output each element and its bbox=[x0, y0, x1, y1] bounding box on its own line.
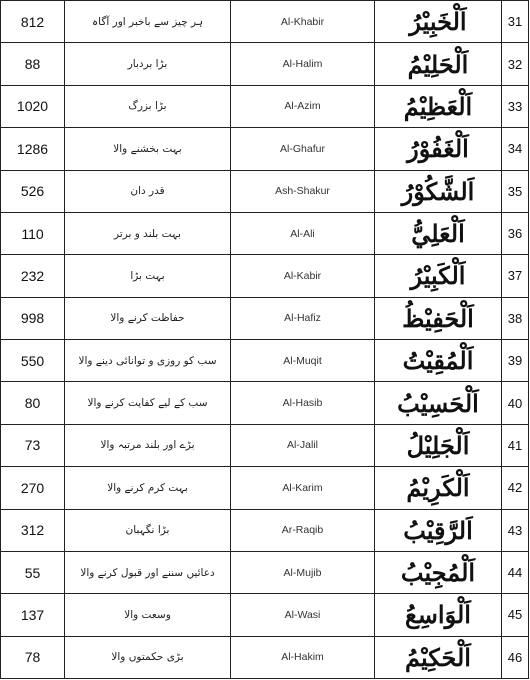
arabic-name-cell: اَلْحَلِيْمُ bbox=[375, 43, 502, 85]
meaning-cell: بڑا بزرگ bbox=[65, 85, 231, 127]
value-cell: 1020 bbox=[1, 85, 65, 127]
meaning-cell: بہت کرم کرنے والا bbox=[65, 467, 231, 509]
meaning-cell: حفاظت کرنے والا bbox=[65, 297, 231, 339]
transliteration-cell: Ash-Shakur bbox=[231, 170, 375, 212]
number-cell: 39 bbox=[502, 340, 529, 382]
meaning-cell: ہر چیز سے باخبر اور آگاہ bbox=[65, 1, 231, 43]
transliteration-cell: Al-Halim bbox=[231, 43, 375, 85]
table-row bbox=[1, 85, 529, 127]
meaning-cell: دعائیں سننے اور قبول کرنے والا bbox=[65, 551, 231, 593]
transliteration-cell: Al-Muqit bbox=[231, 340, 375, 382]
value-cell: 137 bbox=[1, 594, 65, 636]
transliteration-cell: Al-Hakim bbox=[231, 636, 375, 678]
table-row bbox=[1, 636, 529, 678]
value-cell: 55 bbox=[1, 551, 65, 593]
table-row bbox=[1, 509, 529, 551]
transliteration-cell: Al-Hasib bbox=[231, 382, 375, 424]
transliteration-cell: Al-Wasi bbox=[231, 594, 375, 636]
table-body bbox=[1, 1, 529, 679]
arabic-name-cell: اَلْجَلِيْلُ bbox=[375, 424, 502, 466]
arabic-name-cell: اَلرَّقِيْبُ bbox=[375, 509, 502, 551]
number-cell: 46 bbox=[502, 636, 529, 678]
transliteration-cell: Al-Ghafur bbox=[231, 128, 375, 170]
arabic-name-cell: اَلْعَلِيُّ bbox=[375, 212, 502, 254]
number-cell: 41 bbox=[502, 424, 529, 466]
value-cell: 550 bbox=[1, 340, 65, 382]
table-row bbox=[1, 1, 529, 43]
transliteration-cell: Ar-Raqib bbox=[231, 509, 375, 551]
value-cell: 110 bbox=[1, 212, 65, 254]
table-row bbox=[1, 382, 529, 424]
transliteration-cell: Al-Mujib bbox=[231, 551, 375, 593]
meaning-cell: بڑی حکمتوں والا bbox=[65, 636, 231, 678]
meaning-cell: بڑا نگہبان bbox=[65, 509, 231, 551]
value-cell: 78 bbox=[1, 636, 65, 678]
number-cell: 43 bbox=[502, 509, 529, 551]
transliteration-cell: Al-Khabir bbox=[231, 1, 375, 43]
value-cell: 998 bbox=[1, 297, 65, 339]
transliteration-cell: Al-Karim bbox=[231, 467, 375, 509]
arabic-name-cell: اَلْحَفِيْظُ bbox=[375, 297, 502, 339]
number-cell: 31 bbox=[502, 1, 529, 43]
value-cell: 232 bbox=[1, 255, 65, 297]
table-row bbox=[1, 340, 529, 382]
value-cell: 270 bbox=[1, 467, 65, 509]
arabic-name-cell: اَلْحَسِيْبُ bbox=[375, 382, 502, 424]
meaning-cell: بڑے اور بلند مرتبہ والا bbox=[65, 424, 231, 466]
arabic-name-cell: اَلشَّكُوْرُ bbox=[375, 170, 502, 212]
arabic-name-cell: اَلْكَبِيْرُ bbox=[375, 255, 502, 297]
transliteration-cell: Al-Ali bbox=[231, 212, 375, 254]
number-cell: 36 bbox=[502, 212, 529, 254]
number-cell: 38 bbox=[502, 297, 529, 339]
value-cell: 812 bbox=[1, 1, 65, 43]
number-cell: 44 bbox=[502, 551, 529, 593]
meaning-cell: وسعت والا bbox=[65, 594, 231, 636]
meaning-cell: بڑا بردبار bbox=[65, 43, 231, 85]
arabic-name-cell: اَلْمُجِيْبُ bbox=[375, 551, 502, 593]
arabic-name-cell: اَلْخَبِيْرُ bbox=[375, 1, 502, 43]
table-row bbox=[1, 424, 529, 466]
table-row bbox=[1, 212, 529, 254]
transliteration-cell: Al-Kabir bbox=[231, 255, 375, 297]
transliteration-cell: Al-Hafiz bbox=[231, 297, 375, 339]
value-cell: 312 bbox=[1, 509, 65, 551]
number-cell: 32 bbox=[502, 43, 529, 85]
table-row bbox=[1, 43, 529, 85]
value-cell: 1286 bbox=[1, 128, 65, 170]
transliteration-cell: Al-Azim bbox=[231, 85, 375, 127]
table-row bbox=[1, 467, 529, 509]
number-cell: 33 bbox=[502, 85, 529, 127]
arabic-name-cell: اَلْغَفُوْرُ bbox=[375, 128, 502, 170]
arabic-name-cell: اَلْكَرِيْمُ bbox=[375, 467, 502, 509]
value-cell: 73 bbox=[1, 424, 65, 466]
arabic-name-cell: اَلْعَظِيْمُ bbox=[375, 85, 502, 127]
number-cell: 35 bbox=[502, 170, 529, 212]
number-cell: 40 bbox=[502, 382, 529, 424]
table-row bbox=[1, 297, 529, 339]
meaning-cell: سب کو روزی و توانائی دینے والا bbox=[65, 340, 231, 382]
value-cell: 526 bbox=[1, 170, 65, 212]
table-row bbox=[1, 551, 529, 593]
arabic-name-cell: اَلْوَاسِعُ bbox=[375, 594, 502, 636]
meaning-cell: قدر دان bbox=[65, 170, 231, 212]
number-cell: 37 bbox=[502, 255, 529, 297]
value-cell: 88 bbox=[1, 43, 65, 85]
arabic-name-cell: اَلْحَكِيْمُ bbox=[375, 636, 502, 678]
table-row bbox=[1, 594, 529, 636]
number-cell: 42 bbox=[502, 467, 529, 509]
number-cell: 34 bbox=[502, 128, 529, 170]
arabic-name-cell: اَلْمُقِيْتُ bbox=[375, 340, 502, 382]
transliteration-cell: Al-Jalil bbox=[231, 424, 375, 466]
meaning-cell: سب کے لیے کفایت کرنے والا bbox=[65, 382, 231, 424]
value-cell: 80 bbox=[1, 382, 65, 424]
meaning-cell: بہت بلند و برتر bbox=[65, 212, 231, 254]
table-row bbox=[1, 128, 529, 170]
table-row bbox=[1, 255, 529, 297]
meaning-cell: بہت بڑا bbox=[65, 255, 231, 297]
table-row bbox=[1, 170, 529, 212]
number-cell: 45 bbox=[502, 594, 529, 636]
meaning-cell: بہت بخشنے والا bbox=[65, 128, 231, 170]
